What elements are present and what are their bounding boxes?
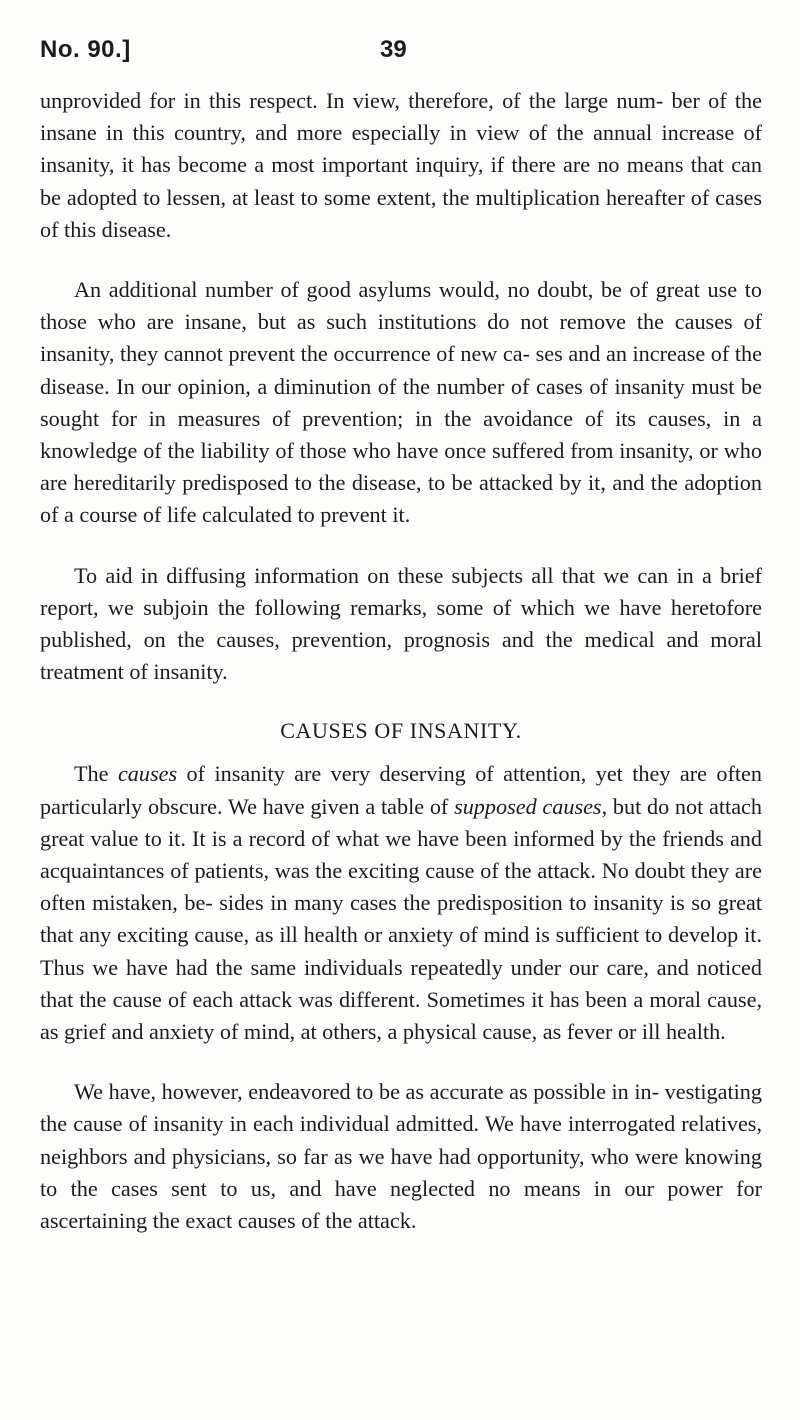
text-run: , but do not attach great value to it. It is a record of what we have been informed by the friends and acquaintances of patients, was the exciting cause of the attack. No doubt they are often mistaken, be- sides in many cases the predisposition to insanity is so great that any exciting cause, as ill health or anxiety of mind is sufficient to develop it. Thus we have had the same individuals repeatedly under our care, and noticed that the cause of each attack was different. Sometimes it has been a moral cause, as grief and anxiety of mind, at others, a physical cause, as fever or ill health. (40, 793, 762, 1045)
emphasis-supposed-causes: supposed causes (454, 793, 602, 819)
page-body (40, 85, 762, 1237)
paragraph-diffusing-information: To aid in diffusing information on these subjects all that we can in a brief report, we subjoin the following remarks, some of which we have heretofore published, on the causes, prevention, prognosis and the medical and moral treatment of insanity. (40, 562, 762, 685)
paragraph-investigation: We have, however, endeavored to be as accurate as possible in in- vestigating the cause of insanity in each individual admitted. We have interrogated relatives, neighbors and physicians, so far as we have had opportunity, who were knowing to the cases sent to us, and have neglected no means in our power for ascertaining the exact causes of the attack. (40, 1079, 762, 1234)
text-run: The (74, 761, 118, 787)
emphasis-causes: causes (117, 761, 178, 787)
section-heading: CAUSES OF INSANITY. (280, 718, 522, 744)
paragraph-continued: unprovided for in this respect. In view, therefore, of the large num- ber of the insane in this country, and more especially in view of the annual increase of insanity, it has become a most important inquiry, if there are no means that can be adopted to lessen, at least to some extent, the multiplication hereafter of cases of this disease. (40, 88, 762, 242)
text-run: of insanity are very deserving of attention, yet they are often particularly obscure. We have given a table of (40, 761, 762, 819)
paragraph-asylums: An additional number of good asylums would, no doubt, be of great use to those who are insane, but as such institutions do not remove the causes of insanity, they cannot prevent the occurrence of new ca- ses and an increase of the disease. In our opinion, a diminution of the number of cases of insanity must be sought for in measures of prevention; in the avoidance of its causes, in a knowledge of the liability of those who have once suffered from insanity, or who are hereditarily predisposed to the disease, to be attacked by it, and the adoption of a course of life calculated to prevent it. (40, 277, 762, 528)
document-number: No. 90.] (40, 36, 131, 63)
paragraph-causes (40, 758, 762, 1048)
page-number: 39 (380, 36, 407, 63)
running-head (40, 36, 780, 70)
